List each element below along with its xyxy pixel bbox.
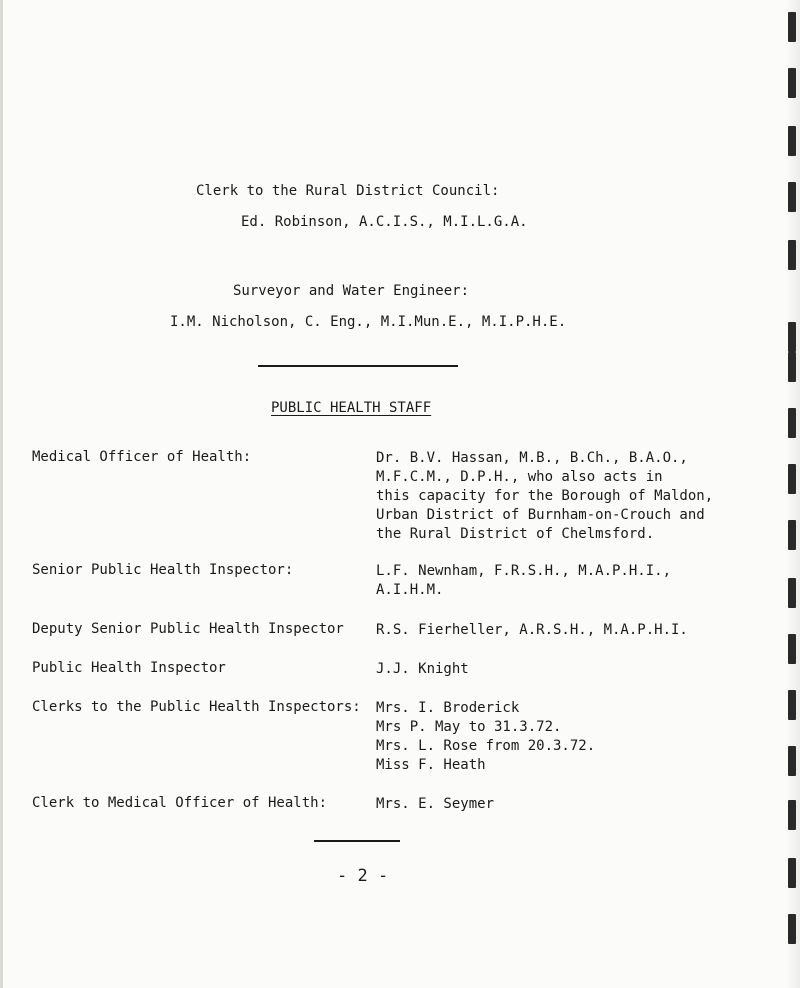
surveyor-heading: Surveyor and Water Engineer: — [233, 283, 470, 299]
binding-mark — [788, 520, 796, 550]
holder-inspector — [376, 660, 469, 679]
binding-mark — [788, 634, 796, 664]
section-title: PUBLIC HEALTH STAFF — [271, 400, 432, 416]
holder-mo-clerk — [376, 795, 494, 814]
page-number: - 2 - — [337, 866, 389, 886]
holder-line: Mrs P. May to 31.3.72. — [376, 719, 562, 735]
binding-mark — [788, 322, 796, 352]
binding-mark — [788, 352, 796, 382]
holder-line: Dr. B.V. Hassan, M.B., B.Ch., B.A.O., — [376, 450, 688, 466]
role-inspector: Public Health Inspector — [32, 660, 226, 676]
binding-mark — [788, 578, 796, 608]
holder-line: Urban District of Burnham-on-Crouch and — [376, 507, 705, 523]
holder-medical-officer — [376, 449, 713, 544]
role-inspector-clerks: Clerks to the Public Health Inspectors: — [32, 699, 361, 715]
binding-mark — [788, 68, 796, 98]
binding-mark — [788, 408, 796, 438]
holder-line: M.F.C.M., D.P.H., who also acts in — [376, 469, 663, 485]
scan-left-edge — [0, 0, 3, 988]
role-senior-inspector: Senior Public Health Inspector: — [32, 562, 294, 578]
binding-mark — [788, 240, 796, 270]
holder-inspector-clerks — [376, 699, 595, 775]
holder-line: Mrs. I. Broderick — [376, 700, 520, 716]
binding-mark — [788, 182, 796, 212]
holder-line: A.I.H.M. — [376, 582, 444, 598]
binding-mark — [788, 12, 796, 42]
holder-line: Miss F. Heath — [376, 757, 486, 773]
section-divider — [258, 365, 458, 367]
binding-mark — [788, 464, 796, 494]
surveyor-name: I.M. Nicholson, C. Eng., M.I.Mun.E., M.I.P.H.E. — [170, 314, 567, 330]
binding-mark — [788, 800, 796, 830]
binding-mark — [788, 126, 796, 156]
clerk-heading: Clerk to the Rural District Council: — [196, 183, 500, 199]
clerk-name: Ed. Robinson, A.C.I.S., M.I.L.G.A. — [241, 214, 528, 230]
binding-mark — [788, 914, 796, 944]
holder-deputy-senior-inspector — [376, 621, 688, 640]
holder-line: the Rural District of Chelmsford. — [376, 526, 655, 542]
holder-senior-inspector — [376, 562, 671, 600]
binding-mark — [788, 858, 796, 888]
holder-line: L.F. Newnham, F.R.S.H., M.A.P.H.I., — [376, 563, 672, 579]
holder-line: J.J. Knight — [376, 661, 469, 677]
footer-divider — [314, 840, 400, 842]
role-mo-clerk: Clerk to Medical Officer of Health: — [32, 795, 328, 811]
binding-mark — [788, 746, 796, 776]
role-deputy-senior-inspector: Deputy Senior Public Health Inspector — [32, 621, 344, 637]
role-medical-officer: Medical Officer of Health: — [32, 449, 252, 465]
holder-line: Mrs. E. Seymer — [376, 796, 495, 812]
binding-mark — [788, 690, 796, 720]
holder-line: R.S. Fierheller, A.R.S.H., M.A.P.H.I. — [376, 622, 688, 638]
holder-line: this capacity for the Borough of Maldon, — [376, 488, 714, 504]
holder-line: Mrs. L. Rose from 20.3.72. — [376, 738, 596, 754]
